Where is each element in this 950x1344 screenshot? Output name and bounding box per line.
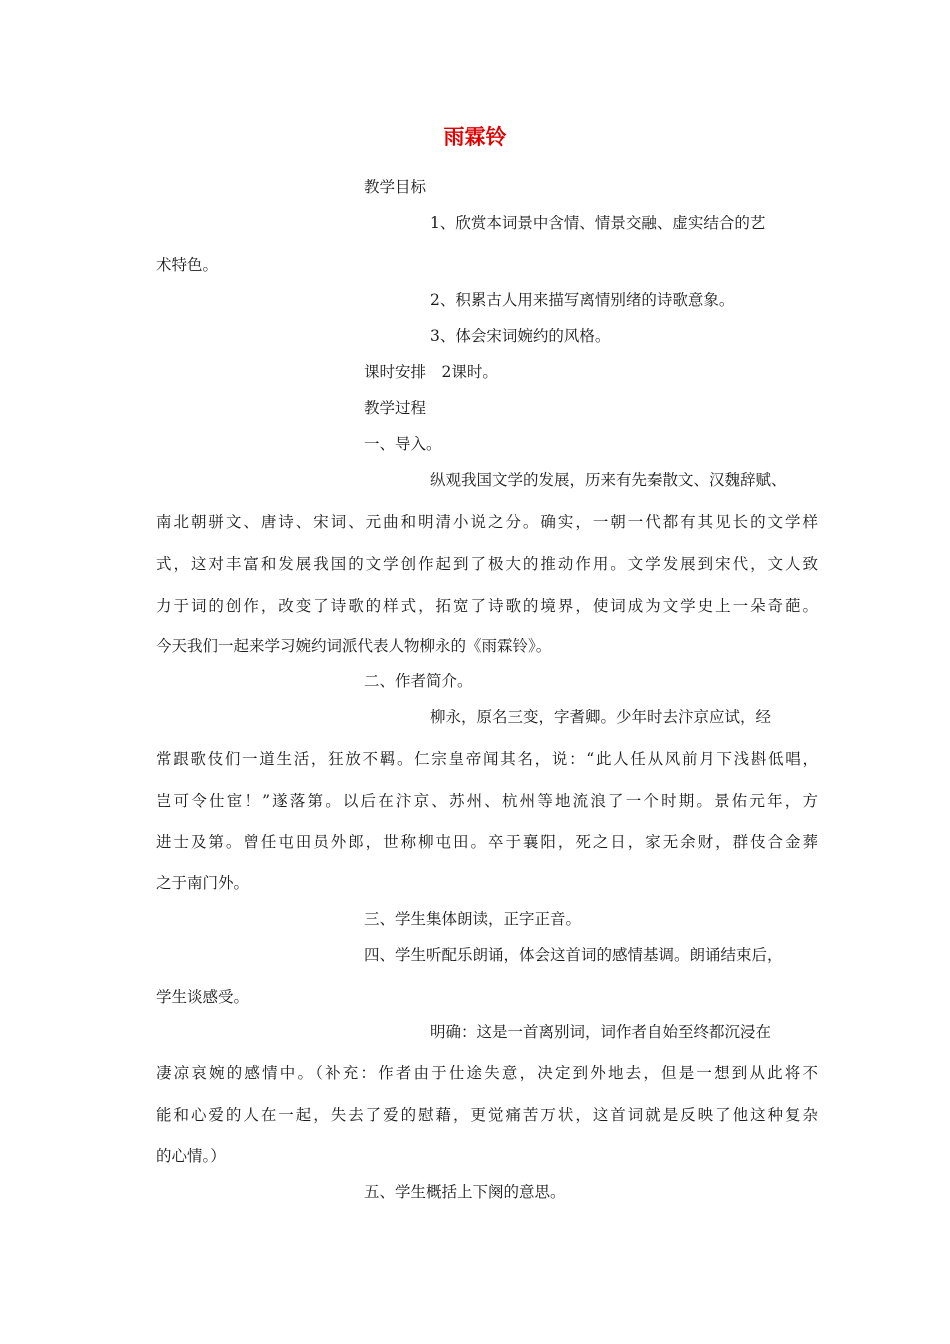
process-heading: 教学过程	[364, 399, 427, 417]
clarify-line-3: 能和心爱的人在一起，失去了爱的慰藉，更觉痛苦万状，这首词就是反映了他这种复杂	[156, 1106, 818, 1124]
author-line-4: 进士及第。曾任屯田员外郎，世称柳屯田。卒于襄阳，死之日，家无余财，群伎合金葬	[156, 833, 818, 851]
author-line-1: 柳永，原名三变，字耆卿。少年时去汴京应试，经	[430, 708, 772, 726]
intro-line-4: 力于词的创作，改变了诗歌的样式，拓宽了诗歌的境界，使词成为文学史上一朵奇葩。	[156, 597, 818, 615]
schedule-line: 课时安排 2课时。	[364, 363, 498, 381]
step-5: 五、学生概括上下阕的意思。	[364, 1183, 566, 1201]
goal-1-line-2: 术特色。	[156, 256, 219, 274]
intro-line-1: 纵观我国文学的发展，历来有先秦散文、汉魏辞赋、	[430, 471, 787, 489]
intro-line-3: 式，这对丰富和发展我国的文学创作起到了极大的推动作用。文学发展到宋代，文人致	[156, 555, 818, 573]
goal-3: 3、体会宋词婉约的风格。	[430, 327, 611, 345]
intro-line-2: 南北朝骈文、唐诗、宋词、元曲和明清小说之分。确实，一朝一代都有其见长的文学样	[156, 513, 818, 531]
author-line-5: 之于南门外。	[156, 874, 250, 892]
step-3: 三、学生集体朗读，正字正音。	[364, 910, 582, 928]
author-line-3: 岂可令仕宦！”遂落第。以后在汴京、苏州、杭州等地流浪了一个时期。景佑元年，方	[156, 792, 818, 810]
step-4-line-2: 学生谈感受。	[156, 988, 250, 1006]
step-2-heading: 二、作者简介。	[364, 672, 473, 690]
goal-1-line-1: 1、欣赏本词景中含情、情景交融、虚实结合的艺	[430, 214, 766, 232]
step-4-line-1: 四、学生听配乐朗诵，体会这首词的感情基调。朗诵结束后，	[364, 946, 783, 964]
author-line-2: 常跟歌伎们一道生活，狂放不羁。仁宗皇帝闻其名，说：“此人任从风前月下浅斟低唱，	[156, 750, 818, 768]
step-1-heading: 一、导入。	[364, 435, 442, 453]
clarify-line-2: 凄凉哀婉的感情中。（补充：作者由于仕途失意，决定到外地去，但是一想到从此将不	[156, 1064, 818, 1082]
goal-2: 2、积累古人用来描写离情别绪的诗歌意象。	[430, 291, 735, 309]
goals-heading: 教学目标	[364, 178, 427, 196]
document-title: 雨霖铃	[443, 125, 507, 149]
clarify-line-4: 的心情。）	[156, 1147, 226, 1165]
intro-line-5: 今天我们一起来学习婉约词派代表人物柳永的《雨霖铃》。	[156, 637, 552, 655]
clarify-line-1: 明确：这是一首离别词，词作者自始至终都沉浸在	[430, 1023, 772, 1041]
